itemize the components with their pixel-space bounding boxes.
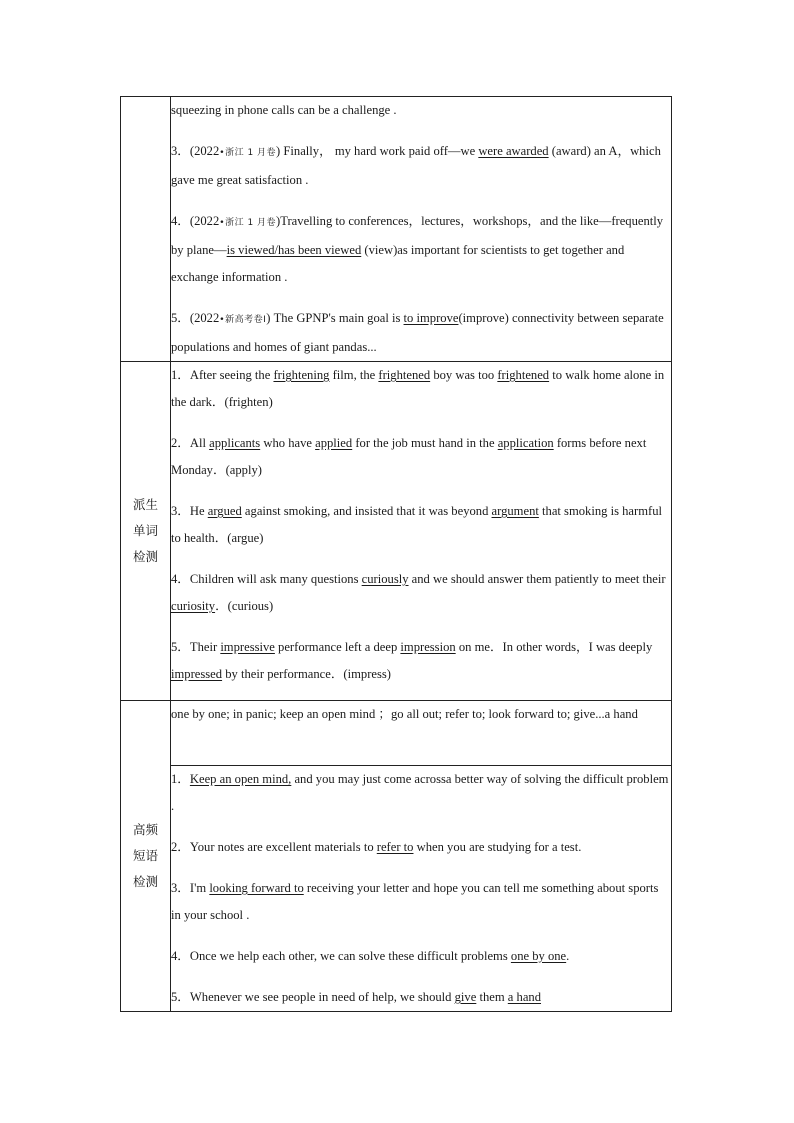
text-run: 1．	[171, 772, 190, 786]
derived-item-4	[171, 566, 671, 620]
phrase-item-3	[171, 875, 671, 929]
text-run: squeezing in phone calls can be a challenge .	[171, 103, 397, 117]
text-run: that smoking is harmful to health．(argue)	[171, 504, 663, 545]
answer-blank: looking forward to	[209, 881, 304, 895]
text-run: film, the	[329, 368, 379, 382]
answer-blank: give	[454, 990, 477, 1004]
table-row	[121, 97, 672, 362]
exercise-table	[120, 96, 672, 1012]
label-line: 单词	[132, 523, 158, 538]
text-run: to walk home alone in the dark．(frighten)	[171, 368, 665, 409]
text-run: boy was too	[430, 368, 498, 382]
answer-blank: applied	[315, 436, 353, 450]
text-run: 5．Their	[171, 640, 221, 654]
answer-blank: impressive	[220, 640, 275, 654]
grammar-content-cell	[171, 97, 672, 362]
answer-blank: application	[497, 436, 554, 450]
grammar-item-3	[171, 138, 671, 194]
text-run: 1．After seeing the	[171, 368, 274, 382]
text-run: when you are studying for a test.	[413, 840, 582, 854]
text-run: 4．Children will ask many questions	[171, 572, 362, 586]
phrase-item-1	[171, 766, 671, 820]
phrase-exercise-cell	[171, 766, 672, 1012]
text-run: who have	[260, 436, 316, 450]
table-row	[121, 766, 672, 1012]
answer-blank: to improve	[403, 311, 459, 325]
text-run: against smoking, and insisted that it was beyond	[241, 504, 492, 518]
text-run: on me．In other words，I was deeply	[455, 640, 653, 654]
text-run: 2．Your notes are excellent materials to	[171, 840, 377, 854]
answer-blank: were awarded	[478, 144, 549, 158]
phrase-list	[171, 701, 671, 728]
text-run: and we should answer them patiently to meet their	[408, 572, 666, 586]
text-run: (view)as important for scientists to get together and exchange information .	[171, 243, 625, 284]
label-line: 高频	[132, 822, 158, 837]
text-run: 4．Once we help each other, we can solve these difficult problems	[171, 949, 511, 963]
grammar-item-5	[171, 305, 671, 361]
derived-item-1	[171, 362, 671, 416]
text-run: 3．He	[171, 504, 208, 518]
answer-blank: frightened	[378, 368, 431, 382]
grammar-item-4	[171, 208, 671, 291]
text-run: )Travelling to conferences，lectures，workshops，and the like—frequently by plane—	[171, 214, 664, 257]
text-run: ．(curious)	[215, 599, 274, 613]
section-label-phrases	[121, 701, 171, 1012]
text-run: .	[566, 949, 570, 963]
answer-blank: argument	[491, 504, 539, 518]
text-run: (improve) connectivity between separate populations and homes of giant pandas...	[171, 311, 664, 354]
answer-blank: frightening	[273, 368, 330, 382]
table-row	[121, 701, 672, 766]
label-cell-empty	[121, 97, 171, 362]
continuation-line	[171, 97, 671, 124]
section-label-derived-words	[121, 362, 171, 701]
answer-blank: is viewed/has been viewed	[226, 243, 362, 257]
text-run: one by one; in panic; keep an open mind ；go all out; refer to; look forward to; give...a hand	[171, 707, 638, 721]
text-run: receiving your letter and hope you can tell me something about sports in your school .	[171, 881, 659, 922]
text-run: (award) an A，which gave me great satisfaction .	[171, 144, 661, 187]
text-run: by their performance．(impress)	[222, 667, 391, 681]
answer-blank: Keep an open mind,	[189, 772, 292, 786]
phrase-list-cell	[171, 701, 672, 766]
text-run: 2．All	[171, 436, 210, 450]
answer-blank: applicants	[209, 436, 261, 450]
label-line: 派生	[132, 497, 158, 512]
answer-blank: frightened	[497, 368, 550, 382]
table-row	[121, 362, 672, 701]
answer-blank: curiosity	[171, 599, 216, 613]
answer-blank: a hand	[507, 990, 542, 1004]
label-line: 短语	[132, 848, 158, 863]
label-line: 检测	[132, 874, 158, 889]
text-run: forms before next Monday．(apply)	[171, 436, 647, 477]
source-tag: •浙江 1 月卷	[219, 218, 277, 228]
phrase-item-4	[171, 943, 671, 970]
phrase-item-2	[171, 834, 671, 861]
text-run: performance left a deep	[274, 640, 401, 654]
answer-blank: curiously	[361, 572, 409, 586]
text-run: and you may just come acrossa better way of solving the difficult problem .	[171, 772, 669, 813]
derived-item-2	[171, 430, 671, 484]
source-tag: •浙江 1 月卷	[219, 148, 277, 158]
label-line: 检测	[132, 549, 158, 564]
answer-blank: refer to	[376, 840, 414, 854]
text-run: 3．I'm	[171, 881, 210, 895]
source-tag: •新高考卷Ⅰ	[219, 315, 267, 325]
text-run: them	[476, 990, 508, 1004]
answer-blank: argued	[207, 504, 242, 518]
answer-blank: one by one	[510, 949, 567, 963]
text-run: 4．(2022	[171, 214, 220, 228]
derived-item-3	[171, 498, 671, 552]
text-run: 5．(2022	[171, 311, 220, 325]
phrase-item-5	[171, 984, 671, 1011]
text-run: 3．(2022	[171, 144, 220, 158]
answer-blank: impression	[400, 640, 456, 654]
derived-words-content-cell	[171, 362, 672, 701]
text-run: ) Finally， my hard work paid off—we	[276, 144, 479, 158]
answer-blank: impressed	[171, 667, 223, 681]
derived-item-5	[171, 634, 671, 688]
text-run: for the job must hand in the	[352, 436, 498, 450]
text-run: 5．Whenever we see people in need of help, we should	[171, 990, 455, 1004]
text-run: ) The GPNP's main goal is	[266, 311, 404, 325]
